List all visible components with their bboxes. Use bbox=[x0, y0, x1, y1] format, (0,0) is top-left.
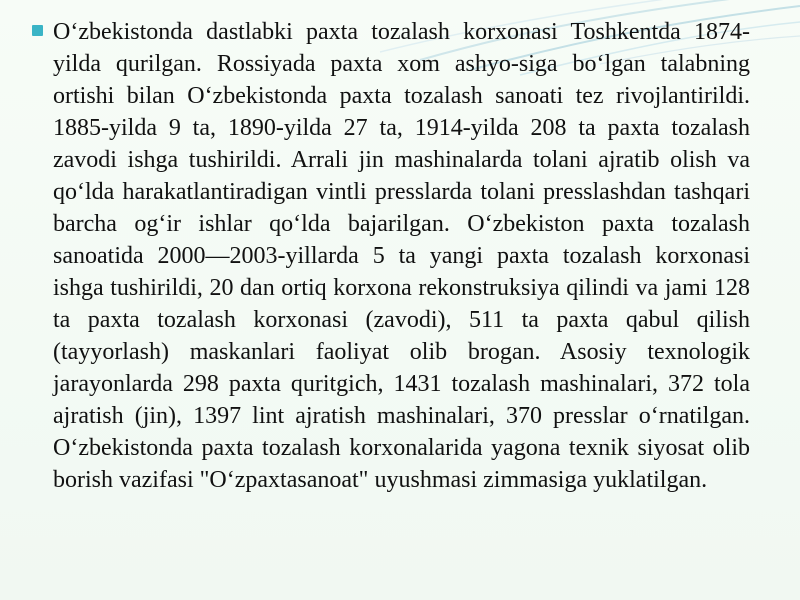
text-block bbox=[32, 16, 750, 496]
body-paragraph: O‘zbekistonda dastlabki paxta tozalash korxonasi Toshkentda 1874-yilda qurilgan. Rossiyada paxta xom ashyo-siga bo‘lgan talabning ortishi bilan O‘zbekistonda paxta tozalash sanoati tez rivojlantirildi. 1885-yilda 9 ta, 1890-yilda 27 ta, 1914-yilda 208 ta paxta tozalash zavodi ishga tushirildi. Arrali jin mashinalarda tolani ajratib olish va qo‘lda harakatlantiradigan vintli presslarda tolani presslashdan tashqari barcha og‘ir ishlar qo‘lda bajarilgan. O‘zbekiston paxta tozalash sanoatida 2000—2003-yillarda 5 ta yangi paxta tozalash korxonasi ishga tushirildi, 20 dan ortiq korxona rekonstruksiya qilindi va jami 128 ta paxta tozalash korxonasi (zavodi), 511 ta paxta qabul qilish (tayyorlash) maskanlari faoliyat olib brogan. Asosiy texnologik jarayonlarda 298 paxta quritgich, 1431 tozalash mashinalari, 372 tola ajratish (jin), 1397 lint ajratish mashinalari, 370 presslar o‘rnatilgan. O‘zbekistonda paxta tozalash korxonalarida yagona texnik siyosat olib borish vazifasi "O‘zpaxtasanoat" uyushmasi zimmasiga yuklatilgan. bbox=[53, 19, 750, 493]
bullet-square-icon bbox=[32, 25, 43, 36]
